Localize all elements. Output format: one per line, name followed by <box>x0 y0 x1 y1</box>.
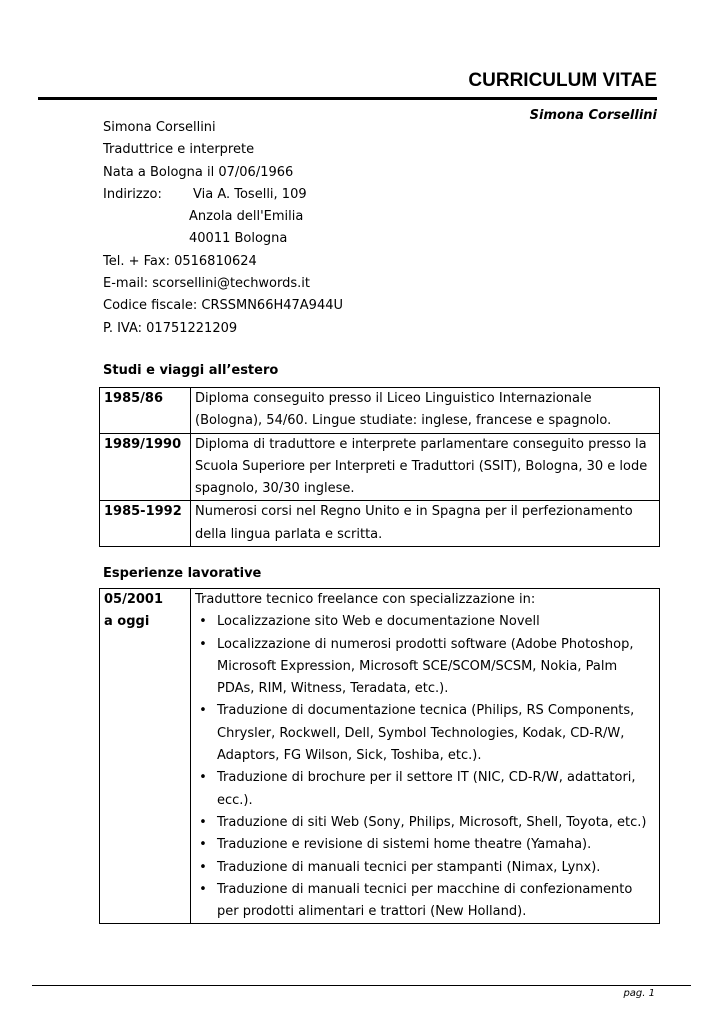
page-title: CURRICULUM VITAE <box>468 70 657 91</box>
page-number: pag. 1 <box>623 988 655 999</box>
list-item <box>195 700 655 767</box>
study-year: 1985/86 <box>100 388 191 434</box>
address-postcode: 40011 Bologna <box>189 231 288 247</box>
section-title-studies: Studi e viaggi all’estero <box>103 363 279 378</box>
study-description: Diploma di traduttore e interprete parlamentare conseguito presso la Scuola Superiore per Interpreti e Traduttori (SSIT), Bologna, 30 e lode spagnolo, 30/30 inglese. <box>191 433 660 501</box>
list-item-text: Traduzione e revisione di sistemi home theatre (Yamaha). <box>217 837 592 853</box>
bullet-icon: • <box>199 703 207 719</box>
list-item-text: Traduzione di siti Web (Sony, Philips, Microsoft, Shell, Toyota, etc.) <box>217 814 647 830</box>
list-item-text: Traduzione di manuali tecnici per stampanti (Nimax, Lynx). <box>217 859 601 875</box>
header-divider <box>38 97 657 100</box>
experience-period <box>100 589 191 924</box>
address-row <box>103 184 343 206</box>
bullet-icon: • <box>199 614 207 630</box>
experience-description <box>191 589 660 924</box>
list-item <box>195 857 655 879</box>
studies-table <box>99 387 660 547</box>
email: E-mail: scorsellini@techwords.it <box>103 276 310 292</box>
bullet-icon: • <box>199 881 207 897</box>
phone: Tel. + Fax: 0516810624 <box>103 253 257 269</box>
bullet-icon: • <box>199 859 207 875</box>
tax-code: Codice fiscale: CRSSMN66H47A944U <box>103 298 344 314</box>
address-label: Indirizzo: <box>103 186 162 202</box>
experience-intro: Traduttore tecnico freelance con specializzazione in: <box>195 592 536 607</box>
address-street: Via A. Toselli, 109 <box>193 186 307 202</box>
period-to: a oggi <box>104 614 150 630</box>
period-from: 05/2001 <box>104 592 164 607</box>
study-year: 1985-1992 <box>100 501 191 547</box>
name: Simona Corsellini <box>103 120 216 135</box>
vat-number: P. IVA: 01751221209 <box>103 320 238 336</box>
experience-table <box>99 588 660 924</box>
section-title-experience: Esperienze lavorative <box>103 566 262 581</box>
birth-info: Nata a Bologna il 07/06/1966 <box>103 164 294 180</box>
list-item-text: Localizzazione sito Web e documentazione Novell <box>217 614 540 630</box>
experience-list <box>195 611 655 923</box>
list-item <box>195 611 655 633</box>
bullet-icon: • <box>199 770 207 786</box>
study-description: Diploma conseguito presso il Liceo Linguistico Internazionale (Bologna), 54/60. Lingue studiate: inglese, francese e spagnolo. <box>191 388 660 434</box>
table-row <box>100 589 660 924</box>
profession: Traduttrice e interprete <box>103 142 255 158</box>
list-item <box>195 834 655 856</box>
author-name: Simona Corsellini <box>529 108 657 123</box>
personal-info <box>103 117 343 340</box>
list-item <box>195 879 655 924</box>
table-row <box>100 388 660 434</box>
list-item-text: Localizzazione di numerosi prodotti software (Adobe Photoshop, Microsoft Expression, Microsoft SCE/SCOM/SCSM, Nokia, Palm PDAs, RIM, Witness, Teradata, etc.). <box>217 636 634 697</box>
bullet-icon: • <box>199 814 207 830</box>
bullet-icon: • <box>199 636 207 652</box>
study-description: Numerosi corsi nel Regno Unito e in Spagna per il perfezionamento della lingua parlata e scritta. <box>191 501 660 547</box>
list-item-text: Traduzione di brochure per il settore IT (NIC, CD-R/W, adattatori, ecc.). <box>217 770 636 808</box>
list-item <box>195 634 655 701</box>
study-year: 1989/1990 <box>100 433 191 501</box>
table-row <box>100 433 660 501</box>
list-item <box>195 767 655 812</box>
address-city: Anzola dell'Emilia <box>189 209 304 225</box>
list-item-text: Traduzione di manuali tecnici per macchine di confezionamento per prodotti alimentari e trattori (New Holland). <box>217 881 633 920</box>
table-row <box>100 501 660 547</box>
list-item-text: Traduzione di documentazione tecnica (Philips, RS Components, Chrysler, Rockwell, Dell, Symbol Technologies, Kodak, CD-R/W, Adaptors, FG Wilson, Sick, Toshiba, etc.). <box>217 703 635 764</box>
list-item <box>195 812 655 834</box>
bullet-icon: • <box>199 837 207 853</box>
footer-divider <box>32 985 691 986</box>
